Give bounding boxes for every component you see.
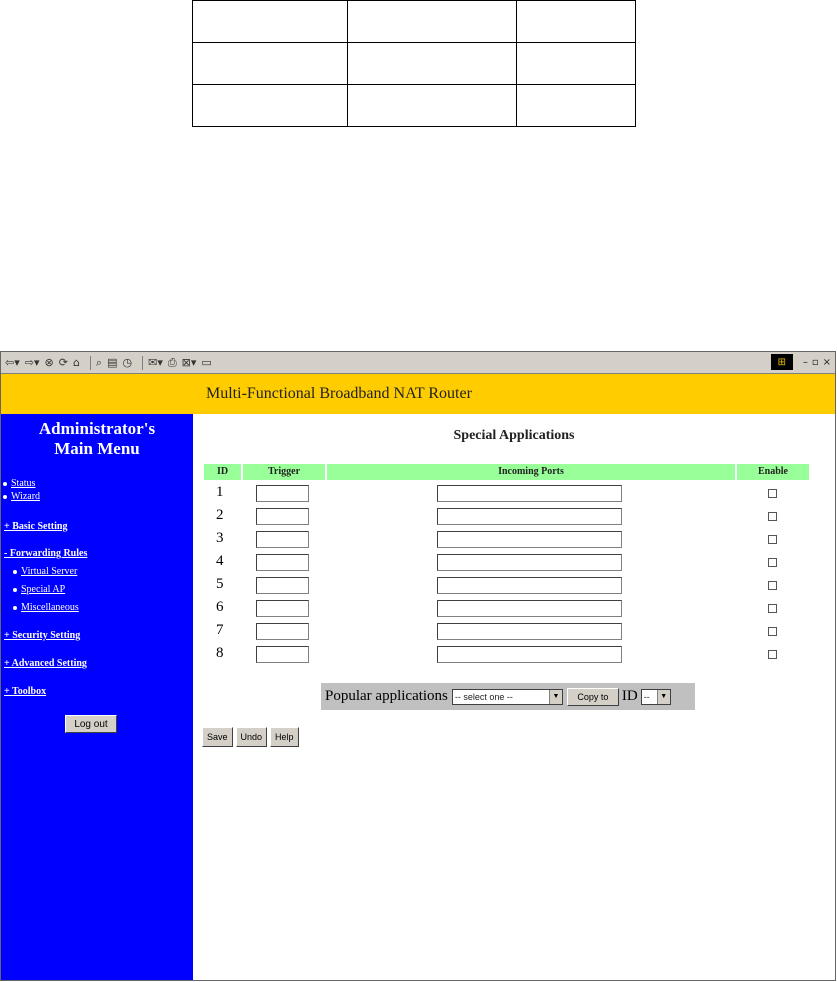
table-cell (193, 85, 348, 127)
sidebar-item-label: Virtual Server (21, 566, 78, 577)
incoming-ports-input[interactable] (437, 508, 622, 525)
row-id: 7 (216, 622, 224, 638)
copy-id-label: ID (621, 688, 638, 704)
table-row (193, 43, 636, 85)
sidebar-title-line1: Administrator's (38, 419, 156, 438)
back-icon[interactable]: ⇦▾ (5, 355, 20, 369)
table-cell (517, 43, 636, 85)
sidebar-item-label: + Security Setting (4, 630, 81, 641)
trigger-input[interactable] (256, 554, 309, 571)
bullet-icon (3, 495, 7, 499)
forward-icon[interactable]: ⇨▾ (24, 355, 40, 369)
table-cell (193, 1, 348, 43)
header-banner (1, 374, 835, 414)
row-id: 6 (216, 599, 224, 615)
sidebar-item-virtual-server[interactable] (13, 566, 77, 577)
enable-checkbox[interactable] (768, 627, 777, 636)
enable-checkbox[interactable] (768, 650, 777, 659)
incoming-ports-input[interactable] (437, 554, 622, 571)
history-icon[interactable]: ◷ (122, 355, 133, 369)
table-cell (517, 1, 636, 43)
table-cell (348, 85, 517, 127)
copy-to-button[interactable]: Copy to (567, 688, 619, 706)
sidebar-item-label: Miscellaneous (21, 602, 79, 613)
restore-icon[interactable]: ▫ (811, 356, 819, 368)
favorites-icon[interactable]: ▤ (107, 355, 118, 369)
row-id: 1 (216, 484, 224, 500)
action-buttons (202, 727, 302, 747)
row-id: 2 (216, 507, 224, 523)
row-id: 8 (216, 645, 224, 661)
top-table (192, 0, 636, 127)
logout-button[interactable]: Log out (65, 715, 117, 733)
sidebar-item-label: - Forwarding Rules (4, 548, 88, 559)
table-cell (348, 43, 517, 85)
enable-checkbox[interactable] (768, 558, 777, 567)
stop-icon[interactable]: ⊗ (44, 355, 54, 369)
sidebar-item-status[interactable] (3, 478, 35, 489)
dropdown-arrow-icon: ▼ (549, 690, 562, 704)
header-trigger: Trigger (243, 464, 325, 480)
page-title: Special Applications (453, 428, 575, 443)
trigger-input[interactable] (256, 577, 309, 594)
undo-button[interactable]: Undo (236, 727, 268, 747)
trigger-input[interactable] (256, 623, 309, 640)
row-id: 3 (216, 530, 224, 546)
incoming-ports-input[interactable] (437, 531, 622, 548)
sidebar (1, 414, 193, 980)
incoming-ports-input[interactable] (437, 646, 622, 663)
toolbar-divider (142, 356, 143, 370)
help-button[interactable]: Help (270, 727, 299, 747)
enable-checkbox[interactable] (768, 604, 777, 613)
dropdown-arrow-icon: ▼ (657, 690, 670, 704)
table-cell (348, 1, 517, 43)
header-incoming-ports: Incoming Ports (327, 464, 735, 480)
sidebar-item-special-ap[interactable] (13, 584, 65, 595)
bullet-icon (13, 588, 17, 592)
sidebar-item-toolbox[interactable] (4, 686, 46, 697)
discuss-icon[interactable]: ▭ (201, 355, 212, 369)
home-icon[interactable]: ⌂ (72, 355, 80, 369)
row-id: 4 (216, 553, 224, 569)
main-content (193, 414, 835, 980)
incoming-ports-input[interactable] (437, 623, 622, 640)
mail-icon[interactable]: ✉▾ (148, 355, 163, 369)
sidebar-item-label: + Basic Setting (4, 521, 68, 532)
header-enable: Enable (737, 464, 809, 480)
sidebar-item-label: Special AP (21, 584, 66, 595)
popular-applications-label: Popular applications (325, 688, 448, 704)
trigger-input[interactable] (256, 485, 309, 502)
sidebar-item-miscellaneous[interactable] (13, 602, 79, 613)
bullet-icon (13, 570, 17, 574)
table-row (193, 1, 636, 43)
sidebar-item-wizard[interactable] (3, 491, 40, 502)
print-icon[interactable]: ⎙ (167, 355, 177, 369)
sidebar-item-label: Wizard (11, 491, 41, 502)
header-id: ID (204, 464, 241, 480)
bullet-icon (13, 606, 17, 610)
sidebar-title-line2: Main Menu (54, 439, 140, 458)
save-button[interactable]: Save (202, 727, 233, 747)
sidebar-item-label: + Advanced Setting (4, 658, 87, 669)
table-row (193, 85, 636, 127)
edit-icon[interactable]: ⊠▾ (181, 355, 197, 369)
incoming-ports-input[interactable] (437, 577, 622, 594)
select-value: -- select one -- (454, 691, 513, 702)
enable-checkbox[interactable] (768, 535, 777, 544)
trigger-input[interactable] (256, 508, 309, 525)
enable-checkbox[interactable] (768, 489, 777, 498)
trigger-input[interactable] (256, 600, 309, 617)
toolbar-divider (90, 356, 91, 370)
sidebar-item-label: Status (11, 478, 36, 489)
close-icon[interactable]: × (822, 356, 831, 368)
sidebar-item-forwarding-rules[interactable] (4, 548, 87, 559)
trigger-input[interactable] (256, 646, 309, 663)
table-cell (193, 43, 348, 85)
minimize-icon[interactable]: – (802, 356, 808, 368)
popular-applications-bar (321, 683, 695, 710)
windows-logo-icon: ⊞ (771, 354, 793, 370)
sidebar-title (1, 419, 193, 459)
sidebar-item-label: + Toolbox (4, 686, 47, 697)
browser-window (0, 351, 836, 981)
select-value: -- (643, 691, 650, 702)
incoming-ports-input[interactable] (437, 600, 622, 617)
search-icon[interactable]: ⌕ (95, 355, 103, 369)
popular-application-select[interactable] (452, 689, 563, 705)
table-cell (517, 85, 636, 127)
refresh-icon[interactable]: ⟳ (58, 355, 68, 369)
row-id: 5 (216, 576, 224, 592)
sidebar-item-security-setting[interactable] (4, 630, 80, 641)
sidebar-item-basic-setting[interactable] (4, 521, 67, 532)
trigger-input[interactable] (256, 531, 309, 548)
bullet-icon (3, 482, 7, 486)
router-title: Multi-Functional Broadband NAT Router (206, 385, 472, 402)
enable-checkbox[interactable] (768, 512, 777, 521)
window-controls (771, 354, 831, 370)
copy-id-select[interactable] (641, 689, 671, 705)
browser-toolbar (1, 352, 835, 374)
incoming-ports-input[interactable] (437, 485, 622, 502)
enable-checkbox[interactable] (768, 581, 777, 590)
sidebar-item-advanced-setting[interactable] (4, 658, 87, 669)
